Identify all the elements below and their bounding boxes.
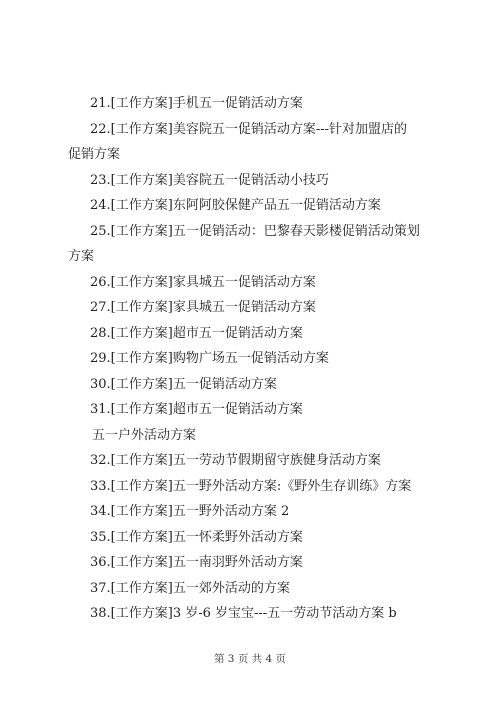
toc-list [68,91,448,627]
toc-entry-35: 35.[工作方案]五一怀柔野外活动方案 [90,529,303,545]
toc-entry-37: 37.[工作方案]五一郊外活动的方案 [90,580,290,596]
toc-entry-26: 26.[工作方案]家具城五一促销活动方案 [90,274,316,290]
toc-entry-38: 38.[工作方案]3 岁-6 岁宝宝---五一劳动节活动方案 b [90,606,397,621]
toc-entry-30: 30.[工作方案]五一促销活动方案 [90,376,277,392]
toc-entry-25: 25.[工作方案]五一促销活动：巴黎春天影楼促销活动策划 [90,223,420,239]
toc-entry-29: 29.[工作方案]购物广场五一促销活动方案 [90,351,329,366]
toc-entry-34: 34.[工作方案]五一野外活动方案 2 [90,504,290,519]
toc-entry-28: 28.[工作方案]超市五一促销活动方案 [90,325,303,341]
toc-entry-31: 31.[工作方案]超市五一促销活动方案 [90,402,303,417]
toc-entry-25-continued: 方案 [68,249,95,264]
toc-entry-32: 32.[工作方案]五一劳动节假期留守族健身活动方案 [90,453,381,468]
toc-entry-22: 22.[工作方案]美容院五一促销活动方案---针对加盟店的 [90,121,407,137]
page-footer: 第 3 页 共 4 页 [213,653,287,665]
toc-entry-21: 21.[工作方案]手机五一促销活动方案 [90,96,303,111]
toc-entry-36: 36.[工作方案]五一南羽野外活动方案 [90,555,303,570]
section-heading: 五一户外活动方案 [92,427,197,443]
toc-entry-27: 27.[工作方案]家具城五一促销活动方案 [90,300,316,315]
toc-entry-24: 24.[工作方案]东阿阿胶保健产品五一促销活动方案 [90,198,381,213]
toc-entry-23: 23.[工作方案]美容院五一促销活动小技巧 [90,172,329,188]
toc-entry-33: 33.[工作方案]五一野外活动方案:《野外生存训练》方案 [90,478,412,494]
toc-entry-22-continued: 促销方案 [68,147,121,162]
